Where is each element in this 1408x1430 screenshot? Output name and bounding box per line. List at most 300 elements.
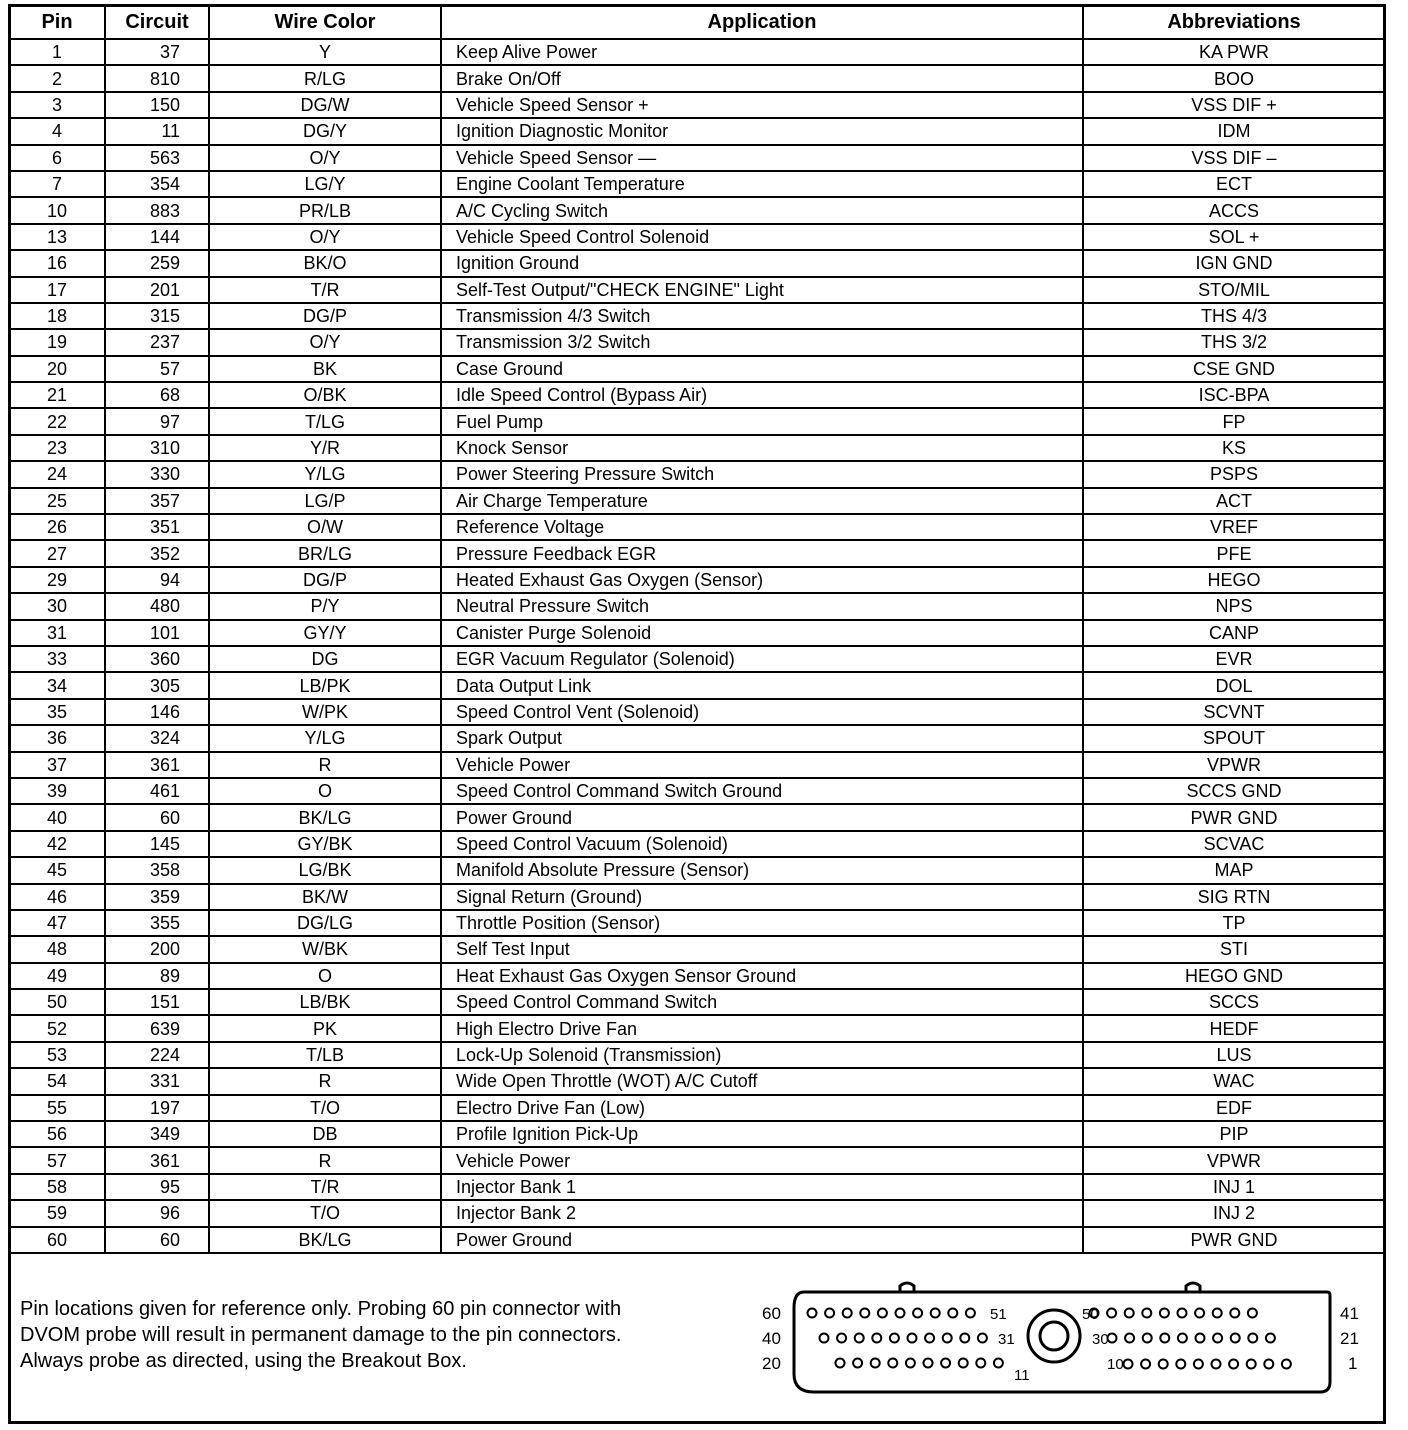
- abbreviation-cell: VREF: [1083, 514, 1385, 540]
- circuit-cell: 883: [105, 197, 209, 223]
- wire-color-cell: O: [209, 963, 441, 989]
- connector-pin: [913, 1309, 922, 1318]
- table-row: [9, 1174, 1385, 1200]
- circuit-cell: 354: [105, 171, 209, 197]
- abbreviation-cell: SIG RTN: [1083, 884, 1385, 910]
- circuit-cell: 94: [105, 567, 209, 593]
- application-cell: Power Ground: [441, 804, 1083, 830]
- pin-cell: 22: [9, 408, 105, 434]
- abbreviation-cell: STI: [1083, 936, 1385, 962]
- pin-label: 30: [1092, 1331, 1109, 1348]
- pin-cell: 46: [9, 884, 105, 910]
- application-cell: Speed Control Vent (Solenoid): [441, 699, 1083, 725]
- header-pin: Pin: [9, 5, 105, 39]
- wire-color-cell: DG/P: [209, 303, 441, 329]
- table-row: [9, 672, 1385, 698]
- wire-color-cell: T/O: [209, 1095, 441, 1121]
- connector-pin: [1176, 1360, 1185, 1369]
- table-row: [9, 752, 1385, 778]
- connector-pin: [966, 1309, 975, 1318]
- connector-pin: [1159, 1360, 1168, 1369]
- circuit-cell: 60: [105, 804, 209, 830]
- wire-color-cell: T/O: [209, 1200, 441, 1226]
- table-row: [9, 356, 1385, 382]
- circuit-cell: 358: [105, 857, 209, 883]
- abbreviation-cell: HEGO GND: [1083, 963, 1385, 989]
- application-cell: Canister Purge Solenoid: [441, 620, 1083, 646]
- connector-pin: [1213, 1309, 1222, 1318]
- application-cell: Transmission 4/3 Switch: [441, 303, 1083, 329]
- abbreviation-cell: SCCS: [1083, 989, 1385, 1015]
- pin-cell: 56: [9, 1121, 105, 1147]
- wire-color-cell: DG/W: [209, 92, 441, 118]
- table-row: [9, 408, 1385, 434]
- connector-pin: [825, 1309, 834, 1318]
- circuit-cell: 259: [105, 250, 209, 276]
- abbreviation-cell: PIP: [1083, 1121, 1385, 1147]
- circuit-cell: 57: [105, 356, 209, 382]
- application-cell: Reference Voltage: [441, 514, 1083, 540]
- connector-pin: [837, 1334, 846, 1343]
- circuit-cell: 324: [105, 725, 209, 751]
- pin-cell: 29: [9, 567, 105, 593]
- abbreviation-cell: DOL: [1083, 672, 1385, 698]
- circuit-cell: 150: [105, 92, 209, 118]
- table-row: [9, 435, 1385, 461]
- pin-cell: 24: [9, 461, 105, 487]
- connector-pin: [976, 1359, 985, 1368]
- wire-color-cell: BK/LG: [209, 804, 441, 830]
- application-cell: Speed Control Command Switch Ground: [441, 778, 1083, 804]
- table-row: [9, 1068, 1385, 1094]
- connector-pin: [808, 1309, 817, 1318]
- connector-pin: [820, 1334, 829, 1343]
- abbreviation-cell: SCVAC: [1083, 831, 1385, 857]
- circuit-cell: 310: [105, 435, 209, 461]
- table-row: [9, 250, 1385, 276]
- circuit-cell: 810: [105, 65, 209, 91]
- table-row: [9, 725, 1385, 751]
- abbreviation-cell: STO/MIL: [1083, 277, 1385, 303]
- pin-cell: 23: [9, 435, 105, 461]
- wire-color-cell: O/Y: [209, 145, 441, 171]
- pin-cell: 53: [9, 1042, 105, 1068]
- application-cell: Engine Coolant Temperature: [441, 171, 1083, 197]
- abbreviation-cell: SPOUT: [1083, 725, 1385, 751]
- table-row: [9, 145, 1385, 171]
- abbreviation-cell: CANP: [1083, 620, 1385, 646]
- wire-color-cell: R: [209, 1068, 441, 1094]
- pin-cell: 31: [9, 620, 105, 646]
- table-row: [9, 329, 1385, 355]
- application-cell: Ignition Ground: [441, 250, 1083, 276]
- connector-pin: [871, 1359, 880, 1368]
- pin-table: [8, 4, 1386, 1254]
- wire-color-cell: LG/BK: [209, 857, 441, 883]
- abbreviation-cell: NPS: [1083, 593, 1385, 619]
- wire-color-cell: Y/LG: [209, 461, 441, 487]
- circuit-cell: 200: [105, 936, 209, 962]
- application-cell: Heat Exhaust Gas Oxygen Sensor Ground: [441, 963, 1083, 989]
- connector-diagram: [752, 1278, 1382, 1410]
- pin-cell: 49: [9, 963, 105, 989]
- circuit-cell: 224: [105, 1042, 209, 1068]
- table-row: [9, 1200, 1385, 1226]
- application-cell: Power Steering Pressure Switch: [441, 461, 1083, 487]
- connector-pin: [906, 1359, 915, 1368]
- table-row: [9, 197, 1385, 223]
- connector-pin: [1178, 1309, 1187, 1318]
- pin-cell: 33: [9, 646, 105, 672]
- pin-label: 1: [1348, 1354, 1358, 1373]
- circuit-cell: 11: [105, 118, 209, 144]
- application-cell: Ignition Diagnostic Monitor: [441, 118, 1083, 144]
- pin-cell: 6: [9, 145, 105, 171]
- table-row: [9, 65, 1385, 91]
- connector-pin: [1142, 1309, 1151, 1318]
- pin-label: 50: [1082, 1306, 1099, 1323]
- table-row: [9, 1227, 1385, 1253]
- circuit-cell: 89: [105, 963, 209, 989]
- circuit-cell: 144: [105, 224, 209, 250]
- wire-color-cell: DG/P: [209, 567, 441, 593]
- application-cell: Profile Ignition Pick-Up: [441, 1121, 1083, 1147]
- pin-cell: 13: [9, 224, 105, 250]
- application-cell: Injector Bank 1: [441, 1174, 1083, 1200]
- table-row: [9, 857, 1385, 883]
- application-cell: Self Test Input: [441, 936, 1083, 962]
- abbreviation-cell: SOL +: [1083, 224, 1385, 250]
- connector-pin: [860, 1309, 869, 1318]
- application-cell: Keep Alive Power: [441, 39, 1083, 65]
- table-row: [9, 382, 1385, 408]
- wire-color-cell: GY/Y: [209, 620, 441, 646]
- header-wire-color: Wire Color: [209, 5, 441, 39]
- connector-pin: [994, 1359, 1003, 1368]
- wire-color-cell: Y/R: [209, 435, 441, 461]
- pin-cell: 19: [9, 329, 105, 355]
- note-line: DVOM probe will result in permanent damage to the pin connectors.: [20, 1324, 622, 1346]
- abbreviation-cell: VPWR: [1083, 1147, 1385, 1173]
- application-cell: Injector Bank 2: [441, 1200, 1083, 1226]
- abbreviation-cell: PWR GND: [1083, 804, 1385, 830]
- connector-pin: [890, 1334, 899, 1343]
- connector-pin: [1247, 1360, 1256, 1369]
- application-cell: Neutral Pressure Switch: [441, 593, 1083, 619]
- abbreviation-cell: IGN GND: [1083, 250, 1385, 276]
- pin-cell: 37: [9, 752, 105, 778]
- wire-color-cell: Y/LG: [209, 725, 441, 751]
- table-row: [9, 910, 1385, 936]
- pin-cell: 39: [9, 778, 105, 804]
- abbreviation-cell: TP: [1083, 910, 1385, 936]
- wire-color-cell: W/BK: [209, 936, 441, 962]
- pin-cell: 10: [9, 197, 105, 223]
- table-row: [9, 1095, 1385, 1121]
- application-cell: Knock Sensor: [441, 435, 1083, 461]
- circuit-cell: 639: [105, 1015, 209, 1041]
- warning-note: [20, 1296, 740, 1374]
- pin-label: 10: [1107, 1356, 1124, 1373]
- application-cell: Self-Test Output/"CHECK ENGINE" Light: [441, 277, 1083, 303]
- pin-cell: 55: [9, 1095, 105, 1121]
- pin-cell: 27: [9, 540, 105, 566]
- application-cell: Heated Exhaust Gas Oxygen (Sensor): [441, 567, 1083, 593]
- wire-color-cell: R/LG: [209, 65, 441, 91]
- application-cell: Manifold Absolute Pressure (Sensor): [441, 857, 1083, 883]
- abbreviation-cell: PSPS: [1083, 461, 1385, 487]
- application-cell: Speed Control Vacuum (Solenoid): [441, 831, 1083, 857]
- connector-pin: [843, 1309, 852, 1318]
- table-row: [9, 778, 1385, 804]
- wire-color-cell: T/R: [209, 277, 441, 303]
- connector-pin: [1230, 1309, 1239, 1318]
- table-row: [9, 963, 1385, 989]
- wire-color-cell: R: [209, 752, 441, 778]
- table-header-row: [9, 5, 1385, 39]
- pin-label: 11: [1014, 1367, 1030, 1384]
- circuit-cell: 461: [105, 778, 209, 804]
- wire-color-cell: O/W: [209, 514, 441, 540]
- connector-pin: [1178, 1334, 1187, 1343]
- circuit-cell: 237: [105, 329, 209, 355]
- table-row: [9, 646, 1385, 672]
- abbreviation-cell: SCCS GND: [1083, 778, 1385, 804]
- connector-pin: [924, 1359, 933, 1368]
- circuit-cell: 361: [105, 752, 209, 778]
- abbreviation-cell: KA PWR: [1083, 39, 1385, 65]
- connector-pin: [1195, 1309, 1204, 1318]
- wire-color-cell: LB/BK: [209, 989, 441, 1015]
- connector-pin: [1196, 1334, 1205, 1343]
- table-row: [9, 488, 1385, 514]
- note-line: Always probe as directed, using the Breakout Box.: [20, 1350, 467, 1372]
- pin-cell: 17: [9, 277, 105, 303]
- application-cell: Data Output Link: [441, 672, 1083, 698]
- connector-pin: [1248, 1309, 1257, 1318]
- pin-label: 21: [1340, 1329, 1359, 1348]
- abbreviation-cell: ISC-BPA: [1083, 382, 1385, 408]
- connector-pin: [1160, 1309, 1169, 1318]
- wire-color-cell: BK: [209, 356, 441, 382]
- wire-color-cell: LG/Y: [209, 171, 441, 197]
- table-row: [9, 303, 1385, 329]
- abbreviation-cell: IDM: [1083, 118, 1385, 144]
- abbreviation-cell: THS 3/2: [1083, 329, 1385, 355]
- application-cell: Throttle Position (Sensor): [441, 910, 1083, 936]
- abbreviation-cell: EDF: [1083, 1095, 1385, 1121]
- connector-pin: [1108, 1334, 1117, 1343]
- abbreviation-cell: FP: [1083, 408, 1385, 434]
- application-cell: Air Charge Temperature: [441, 488, 1083, 514]
- connector-pin: [1231, 1334, 1240, 1343]
- pin-cell: 2: [9, 65, 105, 91]
- pin-cell: 47: [9, 910, 105, 936]
- application-cell: Fuel Pump: [441, 408, 1083, 434]
- application-cell: Vehicle Speed Sensor +: [441, 92, 1083, 118]
- circuit-cell: 60: [105, 1227, 209, 1253]
- connector-pin: [931, 1309, 940, 1318]
- connector-pin: [1125, 1334, 1134, 1343]
- wire-color-cell: GY/BK: [209, 831, 441, 857]
- table-row: [9, 92, 1385, 118]
- wire-color-cell: PK: [209, 1015, 441, 1041]
- circuit-cell: 351: [105, 514, 209, 540]
- pin-label: 60: [762, 1304, 781, 1323]
- table-row: [9, 567, 1385, 593]
- wire-color-cell: BK/O: [209, 250, 441, 276]
- table-row: [9, 1042, 1385, 1068]
- wire-color-cell: W/PK: [209, 699, 441, 725]
- table-row: [9, 514, 1385, 540]
- connector-pin: [948, 1309, 957, 1318]
- circuit-cell: 96: [105, 1200, 209, 1226]
- pin-cell: 21: [9, 382, 105, 408]
- connector-pin: [1160, 1334, 1169, 1343]
- connector-pin: [1141, 1360, 1150, 1369]
- circuit-cell: 145: [105, 831, 209, 857]
- connector-pin: [1125, 1309, 1134, 1318]
- connector-pin: [1143, 1334, 1152, 1343]
- abbreviation-cell: WAC: [1083, 1068, 1385, 1094]
- table-row: [9, 39, 1385, 65]
- application-cell: Wide Open Throttle (WOT) A/C Cutoff: [441, 1068, 1083, 1094]
- connector-pin: [1212, 1360, 1221, 1369]
- wire-color-cell: DG/LG: [209, 910, 441, 936]
- abbreviation-cell: INJ 1: [1083, 1174, 1385, 1200]
- application-cell: Electro Drive Fan (Low): [441, 1095, 1083, 1121]
- table-row: [9, 1147, 1385, 1173]
- abbreviation-cell: LUS: [1083, 1042, 1385, 1068]
- connector-pin: [1248, 1334, 1257, 1343]
- connector-pin: [878, 1309, 887, 1318]
- pin-cell: 3: [9, 92, 105, 118]
- wire-color-cell: R: [209, 1147, 441, 1173]
- circuit-cell: 315: [105, 303, 209, 329]
- circuit-cell: 360: [105, 646, 209, 672]
- circuit-cell: 197: [105, 1095, 209, 1121]
- application-cell: A/C Cycling Switch: [441, 197, 1083, 223]
- abbreviation-cell: PFE: [1083, 540, 1385, 566]
- table-row: [9, 593, 1385, 619]
- pin-cell: 40: [9, 804, 105, 830]
- connector-pin: [1194, 1360, 1203, 1369]
- connector-center-ring: [1028, 1310, 1080, 1362]
- application-cell: Lock-Up Solenoid (Transmission): [441, 1042, 1083, 1068]
- pin-cell: 20: [9, 356, 105, 382]
- abbreviation-cell: ACT: [1083, 488, 1385, 514]
- wire-color-cell: LG/P: [209, 488, 441, 514]
- circuit-cell: 357: [105, 488, 209, 514]
- table-row: [9, 1015, 1385, 1041]
- pin-label: 20: [762, 1354, 781, 1373]
- wire-color-cell: T/LG: [209, 408, 441, 434]
- abbreviation-cell: MAP: [1083, 857, 1385, 883]
- circuit-cell: 480: [105, 593, 209, 619]
- circuit-cell: 352: [105, 540, 209, 566]
- connector-pin: [959, 1359, 968, 1368]
- connector-pin: [978, 1334, 987, 1343]
- pin-label: 41: [1340, 1304, 1359, 1323]
- pin-cell: 34: [9, 672, 105, 698]
- application-cell: Signal Return (Ground): [441, 884, 1083, 910]
- pin-cell: 42: [9, 831, 105, 857]
- pin-cell: 35: [9, 699, 105, 725]
- application-cell: Power Ground: [441, 1227, 1083, 1253]
- connector-pin: [1264, 1360, 1273, 1369]
- note-line: Pin locations given for reference only. Probing 60 pin connector with: [20, 1298, 622, 1320]
- circuit-cell: 146: [105, 699, 209, 725]
- table-row: [9, 461, 1385, 487]
- wire-color-cell: T/LB: [209, 1042, 441, 1068]
- connector-pin: [855, 1334, 864, 1343]
- application-cell: Pressure Feedback EGR: [441, 540, 1083, 566]
- circuit-cell: 201: [105, 277, 209, 303]
- abbreviation-cell: HEGO: [1083, 567, 1385, 593]
- table-row: [9, 277, 1385, 303]
- abbreviation-cell: THS 4/3: [1083, 303, 1385, 329]
- wire-color-cell: DB: [209, 1121, 441, 1147]
- application-cell: Speed Control Command Switch: [441, 989, 1083, 1015]
- application-cell: Vehicle Power: [441, 1147, 1083, 1173]
- pin-cell: 26: [9, 514, 105, 540]
- circuit-cell: 68: [105, 382, 209, 408]
- pin-cell: 18: [9, 303, 105, 329]
- table-row: [9, 540, 1385, 566]
- circuit-cell: 37: [105, 39, 209, 65]
- abbreviation-cell: PWR GND: [1083, 1227, 1385, 1253]
- connector-center-hole: [1040, 1322, 1068, 1350]
- application-cell: EGR Vacuum Regulator (Solenoid): [441, 646, 1083, 672]
- abbreviation-cell: SCVNT: [1083, 699, 1385, 725]
- wire-color-cell: BK/LG: [209, 1227, 441, 1253]
- pin-cell: 16: [9, 250, 105, 276]
- application-cell: Transmission 3/2 Switch: [441, 329, 1083, 355]
- pin-label: 40: [762, 1329, 781, 1348]
- abbreviation-cell: VSS DIF +: [1083, 92, 1385, 118]
- pin-cell: 30: [9, 593, 105, 619]
- connector-pin: [872, 1334, 881, 1343]
- pin-cell: 45: [9, 857, 105, 883]
- circuit-cell: 349: [105, 1121, 209, 1147]
- table-row: [9, 620, 1385, 646]
- abbreviation-cell: INJ 2: [1083, 1200, 1385, 1226]
- connector-pin: [888, 1359, 897, 1368]
- abbreviation-cell: BOO: [1083, 65, 1385, 91]
- circuit-cell: 331: [105, 1068, 209, 1094]
- abbreviation-cell: KS: [1083, 435, 1385, 461]
- connector-pin: [1282, 1360, 1291, 1369]
- pin-cell: 60: [9, 1227, 105, 1253]
- application-cell: High Electro Drive Fan: [441, 1015, 1083, 1041]
- wire-color-cell: DG/Y: [209, 118, 441, 144]
- abbreviation-cell: EVR: [1083, 646, 1385, 672]
- application-cell: Vehicle Speed Sensor —: [441, 145, 1083, 171]
- wire-color-cell: DG: [209, 646, 441, 672]
- wire-color-cell: P/Y: [209, 593, 441, 619]
- circuit-cell: 305: [105, 672, 209, 698]
- table-row: [9, 831, 1385, 857]
- abbreviation-cell: ACCS: [1083, 197, 1385, 223]
- circuit-cell: 97: [105, 408, 209, 434]
- wire-color-cell: O: [209, 778, 441, 804]
- connector-pin: [1107, 1309, 1116, 1318]
- header-circuit: Circuit: [105, 5, 209, 39]
- wire-color-cell: O/Y: [209, 224, 441, 250]
- connector-pin: [1266, 1334, 1275, 1343]
- wire-color-cell: Y: [209, 39, 441, 65]
- table-row: [9, 884, 1385, 910]
